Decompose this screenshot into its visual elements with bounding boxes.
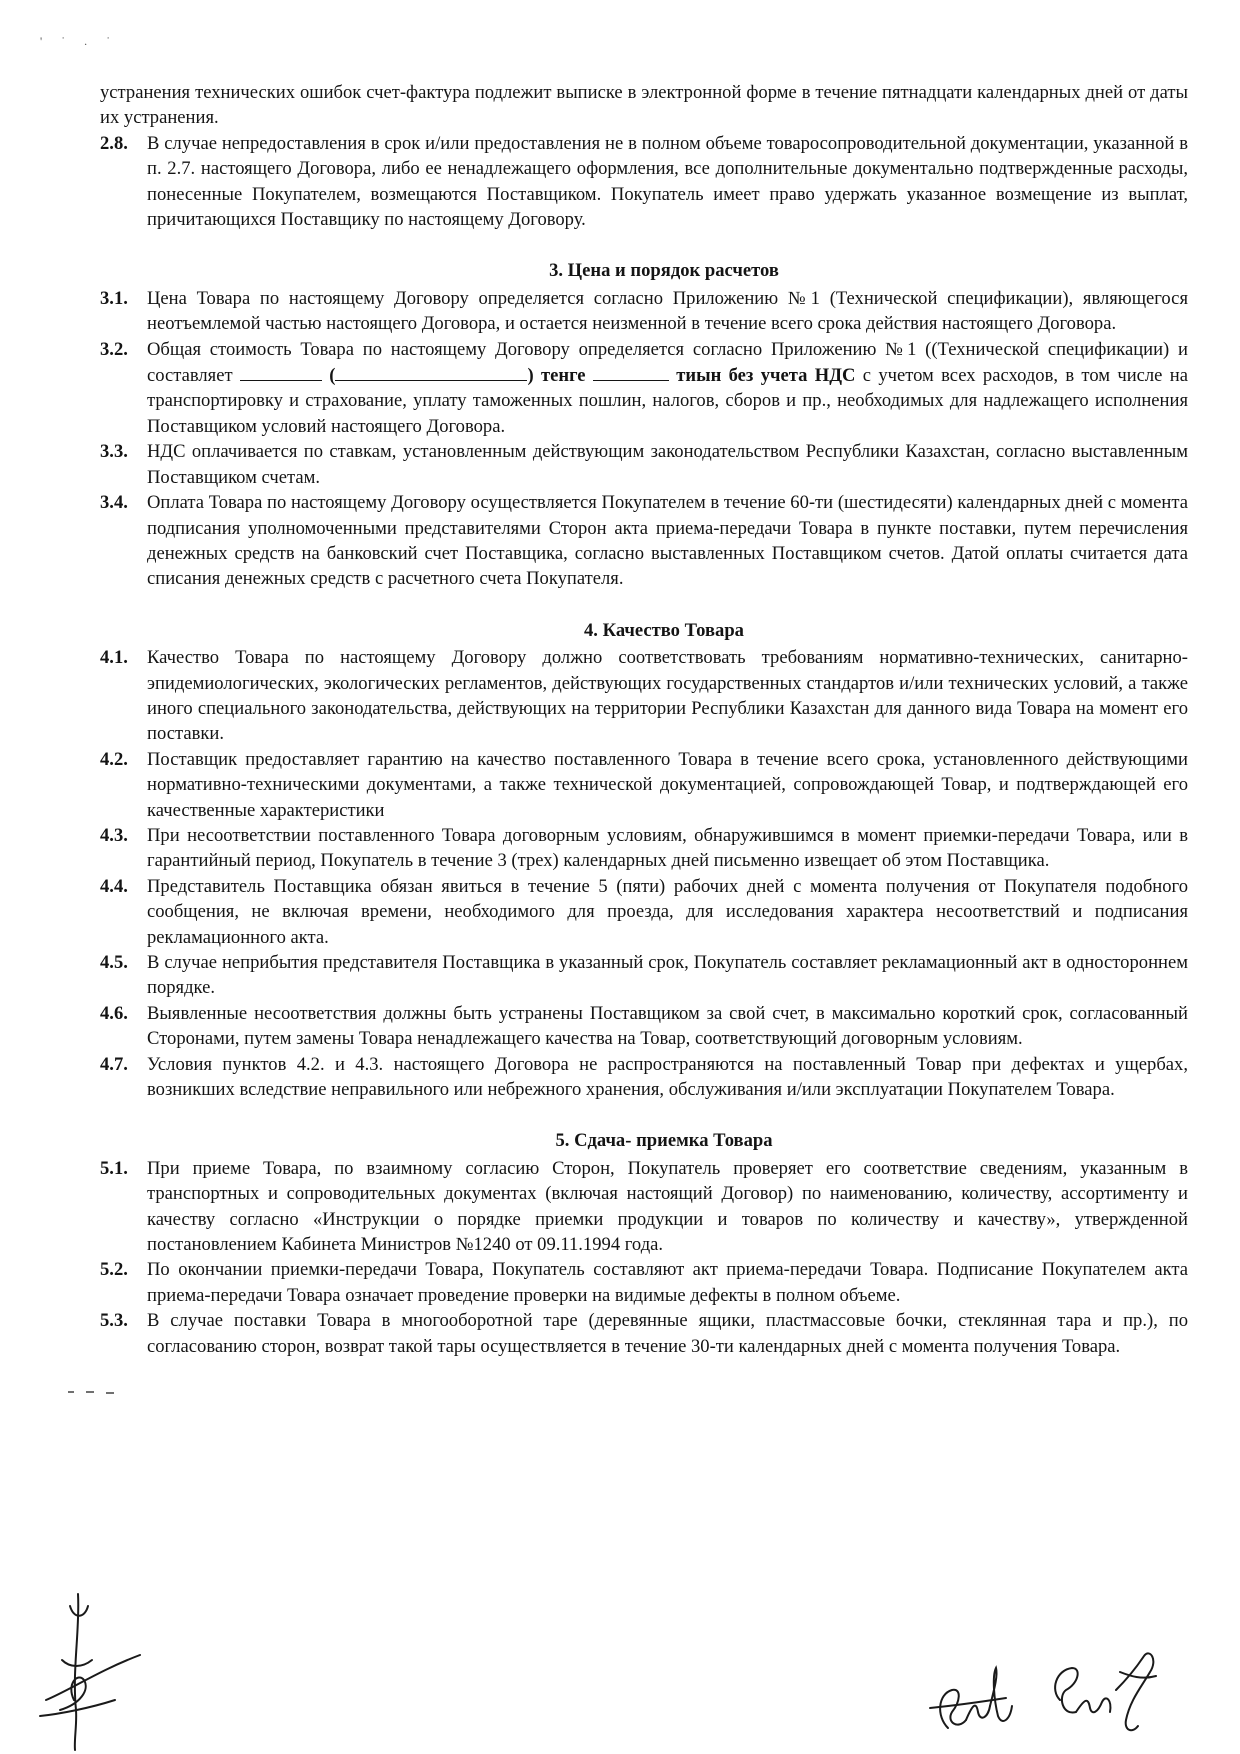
continuation-paragraph: устранения технических ошибок счет-фактура подлежит выписке в электронной форме в течение пятнадцати календарных дней от даты их устранения.	[100, 82, 1188, 129]
clause-4-4	[100, 874, 1188, 950]
clause-text: Оплата Товара по настоящему Договору осуществляется Покупателем в течение 60-ти (шестидесяти) календарных дней с момента подписания уполномоченными представителями Сторон акта приема-передачи Товара в пункте поставки, путем перечисления денежных средств на банковский счет Поставщика, согласно выставленных Поставщиком счетов. Датой оплаты считается дата списания денежных средств с расчетного счета Покупателя.	[147, 492, 1188, 590]
clause-number: 4.4.	[100, 875, 128, 897]
margin-dash-marks	[68, 1392, 114, 1393]
clause-4-6	[100, 1001, 1188, 1052]
clause-4-1	[100, 645, 1188, 747]
clause-text: Качество Товара по настоящему Договору должно соответствовать требованиям нормативно-технических, санитарно-эпидемиологических, экологических регламентов, действующих государственных стандартов и/или технических условий, а также иного специального законодательства, действующих на территории Республики Казахстан для данного вида Товара на момент его поставки.	[147, 647, 1188, 745]
price-vat-note: тиын без учета НДС	[676, 365, 856, 387]
clause-5-1	[100, 1156, 1188, 1258]
section-title-5: 5. Сдача- приемка Товара	[555, 1130, 773, 1152]
initials-signature-1	[930, 1668, 1012, 1728]
initials-signature-2	[1055, 1653, 1156, 1730]
clause-3-3	[100, 439, 1188, 490]
clause-3-4	[100, 490, 1188, 592]
price-amount-blank	[240, 362, 322, 381]
clause-5-3	[100, 1308, 1188, 1359]
clause-number: 4.5.	[100, 952, 128, 973]
clause-4-7	[100, 1052, 1188, 1103]
clause-number: 5.2.	[100, 1259, 128, 1281]
clause-number: 4.7.	[100, 1053, 128, 1075]
clause-text: В случае поставки Товара в многооборотной таре (деревянные ящики, пластмассовые бочки, стеклянная тара и пр.), по согласованию сторон, возврат такой тары осуществляется в течение 30-ти календарных дней с момента получения Товара.	[147, 1310, 1188, 1357]
clause-text: Выявленные несоответствия должны быть устранены Поставщиком за свой счет, в максимально короткий срок, согласованный Сторонами, путем замены Товара ненадлежащего качества на Товар, соответствующий договорным условиям.	[147, 1002, 1188, 1050]
price-text-part1: Общая стоимость Товара по настоящему Договору определяется согласно Приложению №1 ((Технической спецификации) и составляет	[147, 338, 1188, 387]
clause-number: 2.8.	[100, 132, 128, 154]
document-body	[100, 80, 1188, 1359]
clause-number: 3.3.	[100, 441, 128, 463]
price-currency: ) тенге	[527, 365, 586, 387]
clause-5-2	[100, 1257, 1188, 1308]
section-title-3: 3. Цена и порядок расчетов	[549, 260, 779, 282]
price-words-blank	[335, 362, 527, 381]
section-title-4: 4. Качество Товара	[584, 619, 744, 641]
clause-text: НДС оплачивается по ставкам, установленным действующим законодательством Республики Казахстан, согласно выставленным Поставщиком счетам.	[147, 441, 1188, 488]
clause-text: При приеме Товара, по взаимному согласию Сторон, Покупатель проверяет его соответствие сведениям, указанным в транспортных и сопроводительных документах (включая настоящий Договор) по наименованию, количеству, ассортименту и качеству согласно «Инструкции о порядке приемки продукции и товаров по количеству и качеству», утвержденной постановлением Кабинета Министров №1240 от 09.11.1994 года.	[147, 1157, 1188, 1256]
clause-2-8	[100, 131, 1188, 233]
clause-3-1	[100, 286, 1188, 337]
clause-text: Поставщик предоставляет гарантию на качество поставленного Товара в течение всего срока, установленного действующими нормативно-техническими документами, а также технической документацией, сопровождающей Товар, и подтверждающей его качественные характеристики	[147, 748, 1188, 821]
clause-4-2	[100, 747, 1188, 823]
clause-number: 5.1.	[100, 1157, 128, 1179]
clause-4-3	[100, 823, 1188, 874]
clause-number: 3.4.	[100, 492, 128, 514]
clause-4-5	[100, 950, 1188, 1001]
clause-text	[147, 337, 1188, 440]
price-text-part2: с учетом всех расходов, в том числе на транспортировку и страхование, уплату таможенных пошлин, налогов, сборов и пр., необходимых для надлежащего исполнения Поставщиком условий настоящего Договора.	[147, 365, 1188, 437]
clause-text: В случае непредоставления в срок и/или предоставления не в полном объеме товаросопроводительной документации, указанной в п. 2.7. настоящего Договора, либо ее ненадлежащего оформления, все дополнительные документально подтвержденные расходы, понесенные Покупателем, возмещаются Поставщиком. Покупатель имеет право удержать указанное возмещение из выплат, причитающихся Поставщику по настоящему Договору.	[147, 132, 1188, 231]
clause-text: В случае неприбытия представителя Поставщика в указанный срок, Покупатель составляет рекламационный акт в одностороннем порядке.	[147, 952, 1188, 999]
clause-text: При несоответствии поставленного Товара договорным условиям, обнаружившимся в момент приемки-передачи Товара, или в гарантийный период, Покупатель в течение 3 (трех) календарных дней письменно извещает об этом Поставщика.	[147, 824, 1188, 872]
clause-number: 5.3.	[100, 1310, 128, 1332]
clause-number: 4.6.	[100, 1002, 128, 1024]
clause-text: Представитель Поставщика обязан явиться в течение 5 (пяти) рабочих дней с момента получения от Покупателя подобного сообщения, не включая времени, необходимого для проезда, для исследования характера несоответствий и подписания рекламационного акта.	[147, 875, 1188, 948]
clause-text: По окончании приемки-передачи Товара, Покупатель составляют акт приема-передачи Товара. Подписание Покупателем акта приема-передачи Товара означает проведение проверки на видимые дефекты в полном объеме.	[147, 1259, 1188, 1306]
margin-signature	[40, 1594, 140, 1750]
clause-text: Цена Товара по настоящему Договору определяется согласно Приложению №1 (Технической спецификации), являющегося неотъемлемой частью настоящего Договора, и остается неизменной в течение всего срока действия настоящего Договора.	[147, 287, 1188, 335]
clause-number: 4.3.	[100, 824, 128, 846]
clause-number: 4.2.	[100, 748, 128, 770]
clause-number: 4.1.	[100, 647, 128, 669]
clause-number: 3.1.	[100, 287, 128, 309]
price-paren-open: (	[329, 365, 336, 387]
price-tiyn-blank	[593, 362, 669, 381]
clause-3-2	[100, 337, 1188, 440]
scan-marks: ' ˙ . ˙	[40, 34, 119, 48]
clause-number: 3.2.	[100, 338, 128, 360]
clause-text: Условия пунктов 4.2. и 4.3. настоящего Договора не распространяются на поставленный Товар при дефектах и ущербах, возникших вследствие неправильного или небрежного хранения, обслуживания и/или эксплуатации Покупателем Товара.	[147, 1053, 1188, 1101]
